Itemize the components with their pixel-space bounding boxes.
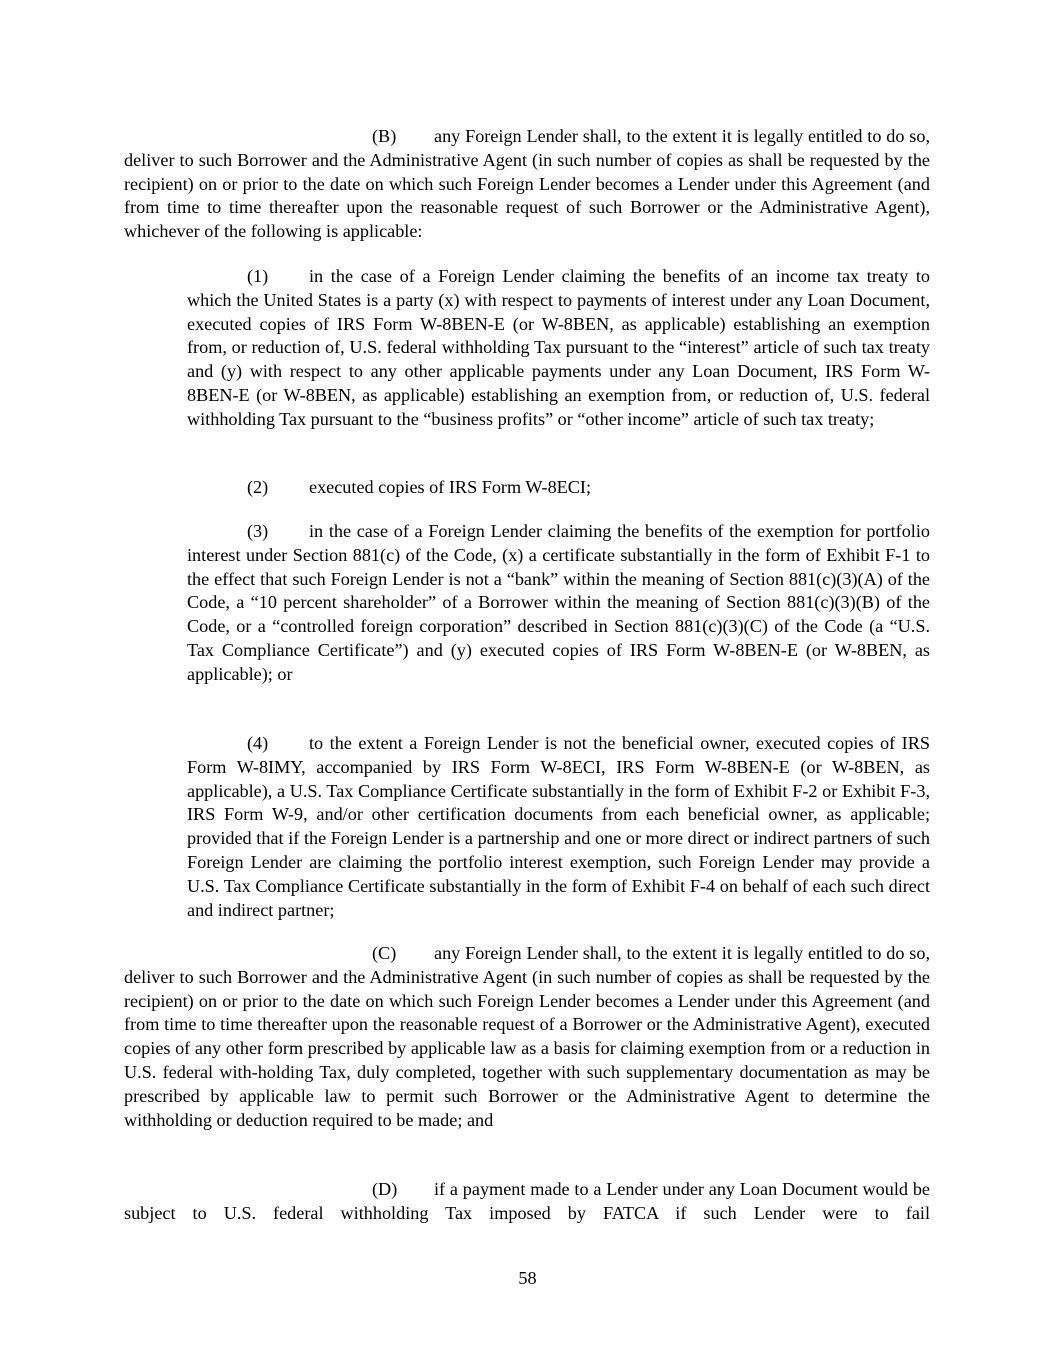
paragraph-d-label: (D) (372, 1179, 398, 1199)
paragraph-b2-label: (2) (247, 477, 269, 497)
paragraph-b2-text: executed copies of IRS Form W-8ECI; (309, 477, 592, 497)
paragraph-b4 (187, 732, 930, 922)
paragraph-c (124, 942, 930, 1132)
paragraph-b3 (187, 520, 930, 687)
paragraph-c-label: (C) (372, 943, 397, 963)
paragraph-d (124, 1178, 930, 1226)
paragraph-b-text: any Foreign Lender shall, to the extent it is legally entitled to do so, deliver to such Borrower and the Administrative Agent (in such number of copies as shall be requested by the recipient) on or prior to the date on which such Foreign Lender becomes a Lender under this Agreement (and from time to time thereafter upon the reasonable request of such Borrower or the Administrative Agent), whichever of the following is applicable: (124, 126, 930, 242)
paragraph-b1-text: in the case of a Foreign Lender claiming the benefits of an income tax treaty to which the United States is a party (x) with respect to payments of interest under any Loan Document, executed copies of IRS Form W-8BEN-E (or W-8BEN, as applicable) establishing an exemption from, or reduction of, U.S. federal withholding Tax pursuant to the “interest” article of such tax treaty and (y) with respect to any other applicable payments under any Loan Document, IRS Form W-8BEN-E (or W-8BEN, as applicable) establishing an exemption from, or reduction of, U.S. federal withholding Tax pursuant to the “business profits” or “other income” article of such tax treaty; (187, 266, 930, 429)
page-number: 58 (518, 1268, 537, 1288)
paragraph-d-text: if a payment made to a Lender under any Loan Document would be subject to U.S. federal withholding Tax imposed by FATCA if such Lender were to fail (124, 1179, 930, 1223)
paragraph-c-text: any Foreign Lender shall, to the extent it is legally entitled to do so, deliver to such Borrower and the Administrative Agent (in such number of copies as shall be requested by the recipient) on or prior to the date on which such Foreign Lender becomes a Lender under this Agreement (and from time to time thereafter upon the reasonable request of a Borrower or the Administrative Agent), executed copies of any other form prescribed by applicable law as a basis for claiming exemption from or a reduction in U.S. federal with-holding Tax, duly completed, together with such supplementary documentation as may be prescribed by applicable law to permit such Borrower or the Administrative Agent to determine the withholding or deduction required to be made; and (124, 943, 930, 1130)
paragraph-b3-label: (3) (247, 521, 269, 541)
paragraph-b1-label: (1) (247, 266, 269, 286)
paragraph-b4-text: to the extent a Foreign Lender is not the beneficial owner, executed copies of IRS Form W-8IMY, accompanied by IRS Form W-8ECI, IRS Form W-8BEN-E (or W-8BEN, as applicable), a U.S. Tax Compliance Certificate substantially in the form of Exhibit F-2 or Exhibit F-3, IRS Form W-9, and/or other certification documents from each beneficial owner, as applicable; provided that if the Foreign Lender is a partnership and one or more direct or indirect partners of such Foreign Lender are claiming the portfolio interest exemption, such Foreign Lender may provide a U.S. Tax Compliance Certificate substantially in the form of Exhibit F-4 on behalf of each such direct and indirect partner; (187, 733, 930, 920)
paragraph-b (124, 125, 930, 244)
paragraph-b2 (187, 476, 930, 500)
paragraph-b4-label: (4) (247, 733, 269, 753)
paragraph-b-label: (B) (372, 126, 397, 146)
paragraph-b1 (187, 265, 930, 432)
paragraph-b3-text: in the case of a Foreign Lender claiming the benefits of the exemption for portfolio interest under Section 881(c) of the Code, (x) a certificate substantially in the form of Exhibit F-1 to the effect that such Foreign Lender is not a “bank” within the meaning of Section 881(c)(3)(A) of the Code, a “10 percent shareholder” of a Borrower within the meaning of Section 881(c)(3)(B) of the Code, or a “controlled foreign corporation” described in Section 881(c)(3)(C) of the Code (a “U.S. Tax Compliance Certificate”) and (y) executed copies of IRS Form W-8BEN-E (or W-8BEN, as applicable); or (187, 521, 930, 684)
